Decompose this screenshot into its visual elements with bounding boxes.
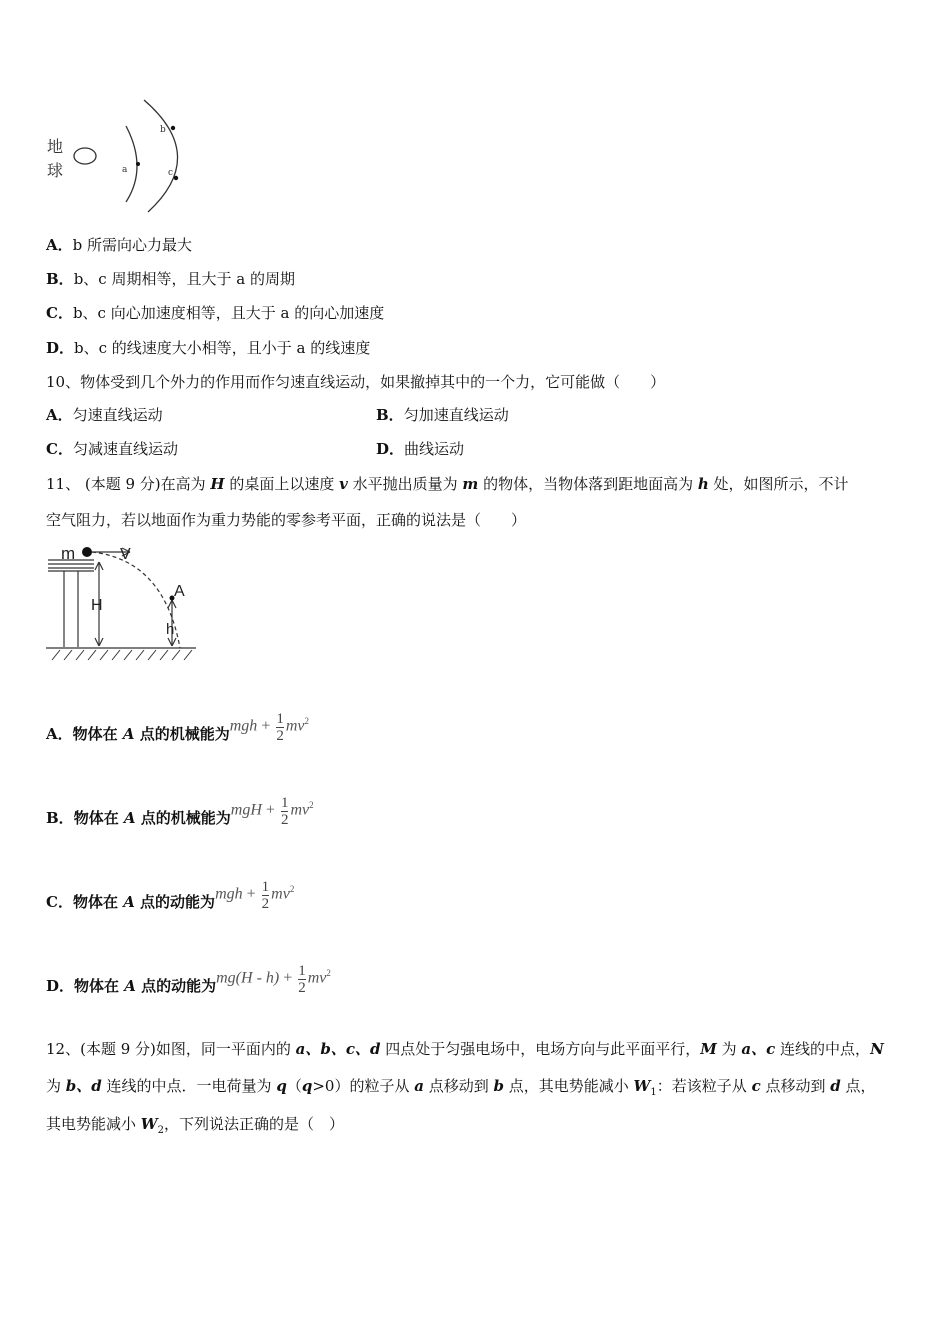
var-N: N bbox=[870, 1040, 884, 1058]
satellite-b-label: b bbox=[160, 125, 166, 135]
formula-term: mgH bbox=[230, 801, 262, 819]
formula-term: mgh bbox=[229, 717, 258, 735]
stem-text: 为 bbox=[46, 1077, 66, 1095]
option-label: B． bbox=[46, 270, 74, 288]
formula-term: mv bbox=[290, 801, 310, 819]
q9-option-a bbox=[46, 235, 192, 255]
projectile-diagram bbox=[44, 540, 204, 664]
stem-text: 其电势能减小 bbox=[46, 1115, 141, 1133]
stem-text: 12、(本题 9 分)如图，同一平面内的 bbox=[46, 1040, 296, 1058]
var-v: v bbox=[339, 475, 348, 493]
option-label: A． bbox=[46, 725, 73, 743]
option-text: 曲线运动 bbox=[404, 440, 465, 458]
satellite-c bbox=[174, 176, 178, 180]
option-text: 物体在 bbox=[74, 977, 125, 995]
earth-label-2: 球 bbox=[47, 161, 64, 180]
stem-text: 水平抛出质量为 bbox=[347, 475, 463, 493]
q12-stem-line1 bbox=[46, 1039, 884, 1059]
option-text: b 所需向心力最大 bbox=[72, 236, 193, 254]
fraction bbox=[262, 879, 270, 912]
satellite-b bbox=[171, 126, 175, 130]
option-text: b、c 向心加速度相等，且大于 a 的向心加速度 bbox=[72, 304, 385, 322]
var-points: a、b、c、d bbox=[295, 1040, 381, 1058]
var-q: q bbox=[276, 1077, 287, 1095]
fraction-numerator: 1 bbox=[280, 794, 289, 811]
var-ac: a、c bbox=[741, 1040, 776, 1058]
stem-text: 点，其电势能减小 bbox=[504, 1077, 634, 1095]
formula-term: mv bbox=[271, 885, 290, 903]
fraction bbox=[276, 711, 284, 744]
stem-text: 连线的中点， bbox=[775, 1040, 871, 1058]
subscript: 2 bbox=[157, 1125, 165, 1136]
fraction-denominator: 2 bbox=[298, 979, 306, 996]
stem-text: （ bbox=[286, 1077, 302, 1095]
var-a: a bbox=[414, 1077, 424, 1095]
q11-option-c bbox=[46, 872, 294, 932]
subscript: 1 bbox=[650, 1087, 657, 1098]
stem-text: 的桌面上以速度 bbox=[224, 475, 340, 493]
option-text: 点的机械能为 bbox=[134, 725, 230, 743]
stem-text: 处，如图所示，不计 bbox=[708, 475, 849, 493]
formula-plus: + bbox=[265, 801, 275, 819]
q9-option-b bbox=[46, 269, 295, 289]
q11-option-d bbox=[46, 956, 331, 1016]
fraction-numerator: 1 bbox=[298, 962, 306, 979]
formula bbox=[215, 859, 294, 924]
formula-term: mv bbox=[285, 717, 305, 735]
q10-option-b bbox=[376, 405, 509, 425]
satellite-c-label: c bbox=[168, 168, 174, 178]
var-b: b bbox=[493, 1077, 504, 1095]
var-c: c bbox=[751, 1077, 761, 1095]
formula bbox=[231, 775, 314, 840]
var-W1: W bbox=[633, 1077, 651, 1095]
option-text: 点的动能为 bbox=[135, 977, 217, 995]
option-text: b、c 的线速度大小相等，且小于 a 的线速度 bbox=[74, 339, 371, 357]
var-H: H bbox=[210, 475, 225, 493]
q10-option-c bbox=[46, 439, 178, 459]
formula-exponent: 2 bbox=[326, 968, 331, 979]
formula bbox=[216, 943, 331, 1008]
formula-term: mgh bbox=[215, 885, 243, 903]
var-A: A bbox=[123, 809, 136, 827]
orbit-a bbox=[126, 126, 137, 202]
fig-label-m: m bbox=[61, 544, 76, 563]
fraction-denominator: 2 bbox=[276, 727, 284, 744]
option-label: C． bbox=[46, 304, 73, 322]
q12-stem-line3 bbox=[46, 1114, 344, 1141]
option-text: 物体在 bbox=[73, 809, 124, 827]
earth-orbit-diagram bbox=[44, 98, 189, 214]
mass-ball bbox=[82, 547, 92, 557]
stem-text: 点移动到 bbox=[760, 1077, 831, 1095]
stem-text: ，下列说法正确的是（ ） bbox=[164, 1115, 345, 1133]
fraction-denominator: 2 bbox=[280, 811, 289, 828]
q11-stem-line1 bbox=[46, 474, 849, 494]
q9-option-d bbox=[46, 338, 370, 358]
formula-plus: + bbox=[246, 885, 256, 903]
option-label: A． bbox=[46, 406, 73, 424]
stem-text: 11、 (本题 9 分)在高为 bbox=[46, 475, 211, 493]
var-bd: b、d bbox=[65, 1077, 102, 1095]
fig-label-H: H bbox=[91, 597, 103, 614]
stem-text: 点， bbox=[840, 1077, 876, 1095]
option-label: C． bbox=[46, 440, 73, 458]
option-text: 点的动能为 bbox=[134, 893, 216, 911]
var-q: q bbox=[301, 1077, 313, 1095]
fraction bbox=[298, 963, 306, 996]
var-m: m bbox=[462, 475, 479, 493]
option-label: D． bbox=[46, 339, 75, 357]
formula-exponent: 2 bbox=[309, 800, 314, 811]
stem-text: ：若该粒子从 bbox=[656, 1077, 752, 1095]
fig-label-v: V bbox=[120, 546, 131, 563]
formula-exponent: 2 bbox=[304, 716, 309, 727]
q11-option-b bbox=[46, 788, 314, 848]
fraction-denominator: 2 bbox=[261, 895, 270, 912]
q10-stem: 10、物体受到几个外力的作用而作匀速直线运动，如果撤掉其中的一个力，它可能做（ ） bbox=[46, 373, 666, 391]
stem-text: >0）的粒子从 bbox=[312, 1077, 415, 1095]
option-label: D． bbox=[46, 977, 75, 995]
stem-text: 的物体，当物体落到距地面高为 bbox=[478, 475, 698, 493]
q11-option-a bbox=[46, 704, 309, 764]
option-label: C． bbox=[46, 893, 73, 911]
option-text: 匀减速直线运动 bbox=[72, 440, 178, 458]
q9-option-c bbox=[46, 303, 384, 323]
formula-term: mv bbox=[307, 969, 327, 987]
stem-text: 为 bbox=[716, 1040, 742, 1058]
q12-stem-line2 bbox=[46, 1076, 876, 1103]
option-text: 匀加速直线运动 bbox=[403, 406, 509, 424]
var-h: h bbox=[697, 475, 709, 493]
earth-label-1: 地 bbox=[47, 137, 64, 156]
formula bbox=[230, 691, 309, 756]
projectile-figure bbox=[44, 540, 204, 664]
formula-plus: + bbox=[261, 717, 271, 735]
formula-exponent: 2 bbox=[289, 884, 295, 895]
satellite-a bbox=[136, 162, 140, 166]
option-text: 物体在 bbox=[72, 893, 124, 911]
earth-orbit-figure bbox=[44, 98, 189, 214]
orbit-bc bbox=[144, 100, 178, 212]
var-M: M bbox=[700, 1040, 717, 1058]
option-label: D． bbox=[376, 440, 405, 458]
stem-text: 点移动到 bbox=[423, 1077, 494, 1095]
option-text: b、c 周期相等，且大于 a 的周期 bbox=[73, 270, 295, 288]
var-W2: W bbox=[140, 1115, 158, 1133]
formula-plus: + bbox=[283, 969, 293, 987]
var-d: d bbox=[830, 1077, 841, 1095]
formula-term: mg(H - h) bbox=[216, 969, 280, 987]
stem-text: 连线的中点．一电荷量为 bbox=[101, 1077, 277, 1095]
satellite-a-label: a bbox=[122, 165, 128, 175]
q11-stem-line2: 空气阻力，若以地面作为重力势能的零参考平面，正确的说法是（ ） bbox=[46, 511, 527, 529]
var-A: A bbox=[122, 725, 135, 743]
var-A: A bbox=[124, 977, 136, 995]
var-A: A bbox=[123, 893, 135, 911]
earth-circle bbox=[74, 148, 96, 164]
option-label: B． bbox=[46, 809, 74, 827]
q10-option-a bbox=[46, 405, 163, 425]
fig-label-h: h bbox=[166, 621, 175, 638]
fraction bbox=[281, 795, 289, 828]
stem-text: 四点处于匀强电场中，电场方向与此平面平行， bbox=[380, 1040, 701, 1058]
option-label: A． bbox=[46, 236, 73, 254]
option-text: 匀速直线运动 bbox=[72, 406, 163, 424]
q10-option-d bbox=[376, 439, 464, 459]
option-text: 物体在 bbox=[72, 725, 123, 743]
fraction-numerator: 1 bbox=[261, 878, 270, 895]
fig-label-A: A bbox=[174, 583, 185, 600]
option-text: 点的机械能为 bbox=[135, 809, 231, 827]
option-label: B． bbox=[376, 406, 404, 424]
fraction-numerator: 1 bbox=[276, 710, 284, 727]
